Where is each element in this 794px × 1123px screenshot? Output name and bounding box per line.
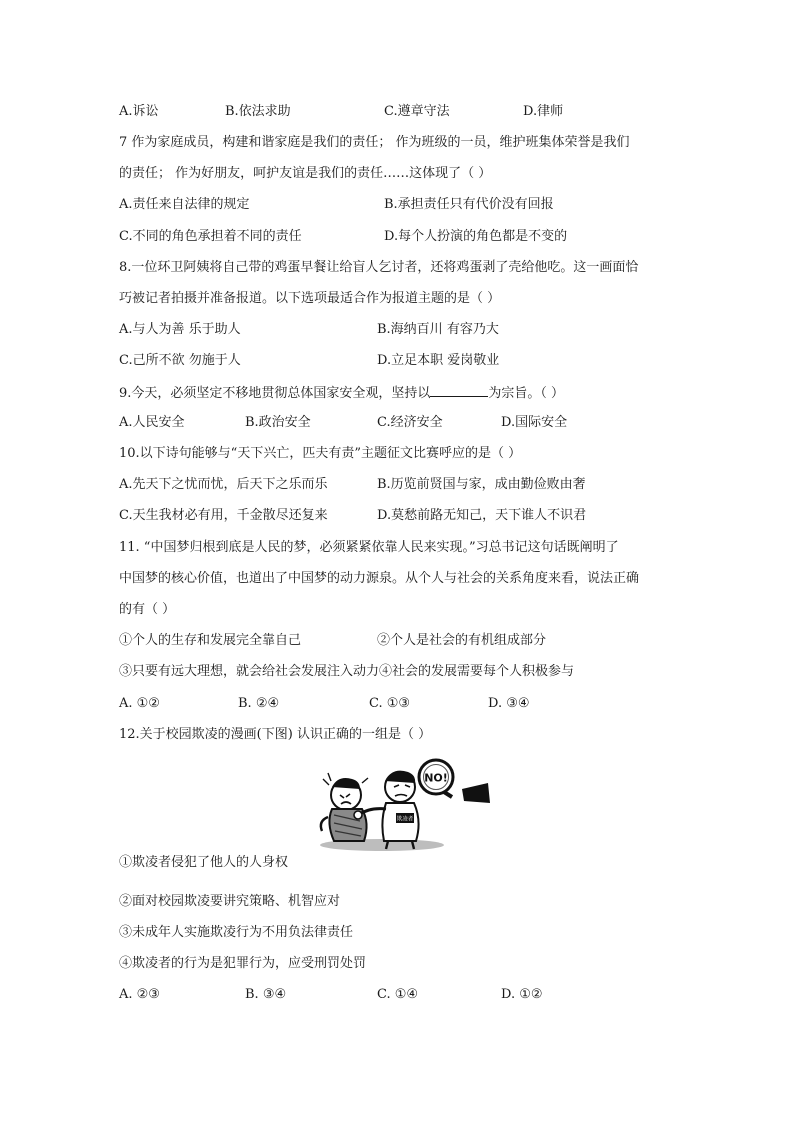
q10-stem: 10.以下诗句能够与“天下兴亡，匹夫有责”主题征文比赛呼应的是（ ） [119, 446, 522, 461]
q11-items-row2: ③只要有远大理想，就会给社会发展注入动力④社会的发展需要每个人积极参与 [119, 664, 575, 679]
q12-option-d: D. ①② [501, 987, 543, 1002]
q11-option-c: C. ①③ [369, 696, 411, 711]
q9-stem-after: 为宗旨。（ ） [488, 386, 565, 401]
q7-option-b: B.承担责任只有代价没有回报 [384, 197, 554, 212]
q9-option-b: B.政治安全 [245, 415, 311, 430]
q9-option-d: D.国际安全 [501, 415, 568, 430]
q8-option-d: D.立足本职 爱岗敬业 [377, 353, 500, 368]
q7-stem-line2: 的责任； 作为好朋友，呵护友谊是我们的责任……这体现了（ ） [119, 166, 492, 181]
q7-stem-line1: 7 作为家庭成员，构建和谐家庭是我们的责任； 作为班级的一员，维护班集体荣誉是我们 [119, 135, 630, 150]
q8-option-a: A.与人为善 乐于助人 [119, 322, 241, 337]
q12-option-c: C. ①④ [377, 987, 419, 1002]
q10-option-a: A.先天下之忧而忧，后天下之乐而乐 [119, 477, 328, 492]
q11-stem-line3: 的有（ ） [119, 602, 176, 617]
bully-badge-text: 欺凌者 [396, 816, 414, 823]
q9-stem-before: 9.今天，必须坚定不移地贯彻总体国家安全观，坚持以 [119, 386, 431, 401]
q10-option-b: B.历览前贤国与家，成由勤俭败由奢 [377, 477, 586, 492]
q10-option-d: D.莫愁前路无知己，天下谁人不识君 [377, 508, 587, 523]
bullying-cartoon [312, 757, 490, 853]
victim-figure [321, 773, 368, 841]
q7-option-d: D.每个人扮演的角色都是不变的 [384, 229, 568, 244]
q8-stem-line2: 巧被记者拍摄并准备报道。以下选项最适合作为报道主题的是（ ） [119, 291, 501, 306]
q7-option-a: A.责任来自法律的规定 [119, 197, 250, 212]
q11-option-d: D. ③④ [488, 696, 530, 711]
q12-item-4: ④欺凌者的行为是犯罪行为，应受刑罚处罚 [119, 956, 367, 971]
q12-item-3: ③未成年人实施欺凌行为不用负法律责任 [119, 925, 354, 940]
q9-stem [119, 382, 564, 402]
q12-item-2: ②面对校园欺凌要讲究策略、机智应对 [119, 894, 341, 909]
q11-item-2: ②个人是社会的有机组成部分 [377, 633, 547, 648]
q11-stem-line2: 中国梦的核心价值，也道出了中国梦的动力源泉。从个人与社会的关系角度来看，说法正确 [119, 571, 640, 586]
q9-option-a: A.人民安全 [119, 415, 185, 430]
q8-option-c: C.己所不欲 勿施于人 [119, 353, 241, 368]
q8-option-b: B.海纳百川 有容乃大 [377, 322, 499, 337]
q6-option-b: B.依法求助 [225, 104, 291, 119]
q7-option-c: C.不同的角色承担着不同的责任 [119, 229, 302, 244]
q12-stem: 12.关于校园欺凌的漫画(下图) 认识正确的一组是（ ） [119, 727, 432, 742]
q9-option-c: C.经济安全 [377, 415, 443, 430]
no-sign-text: NO! [424, 771, 448, 785]
q11-option-b: B. ②④ [238, 696, 280, 711]
q6-option-c: C.遵章守法 [384, 104, 450, 119]
q11-item-1: ①个人的生存和发展完全靠自己 [119, 633, 302, 648]
q11-option-a: A. ①② [119, 696, 160, 711]
q8-stem-line1: 8.一位环卫阿姨将自己带的鸡蛋早餐让给盲人乞讨者，还将鸡蛋剥了壳给他吃。这一画面恰 [119, 260, 639, 275]
q6-option-a: A.诉讼 [119, 104, 159, 119]
q6-option-d: D.律师 [523, 104, 564, 119]
no-sign [419, 760, 490, 803]
q10-option-c: C.天生我材必有用，千金散尽还复来 [119, 508, 328, 523]
q12-option-b: B. ③④ [245, 987, 287, 1002]
q12-option-a: A. ②③ [119, 987, 160, 1002]
q9-answer-blank [430, 382, 488, 397]
q12-item-1: ①欺凌者侵犯了他人的人身权 [119, 855, 289, 870]
q11-stem-line1: 11. “中国梦归根到底是人民的梦，必须紧紧依靠人民来实现。”习总书记这句话既阐明了 [119, 540, 619, 555]
